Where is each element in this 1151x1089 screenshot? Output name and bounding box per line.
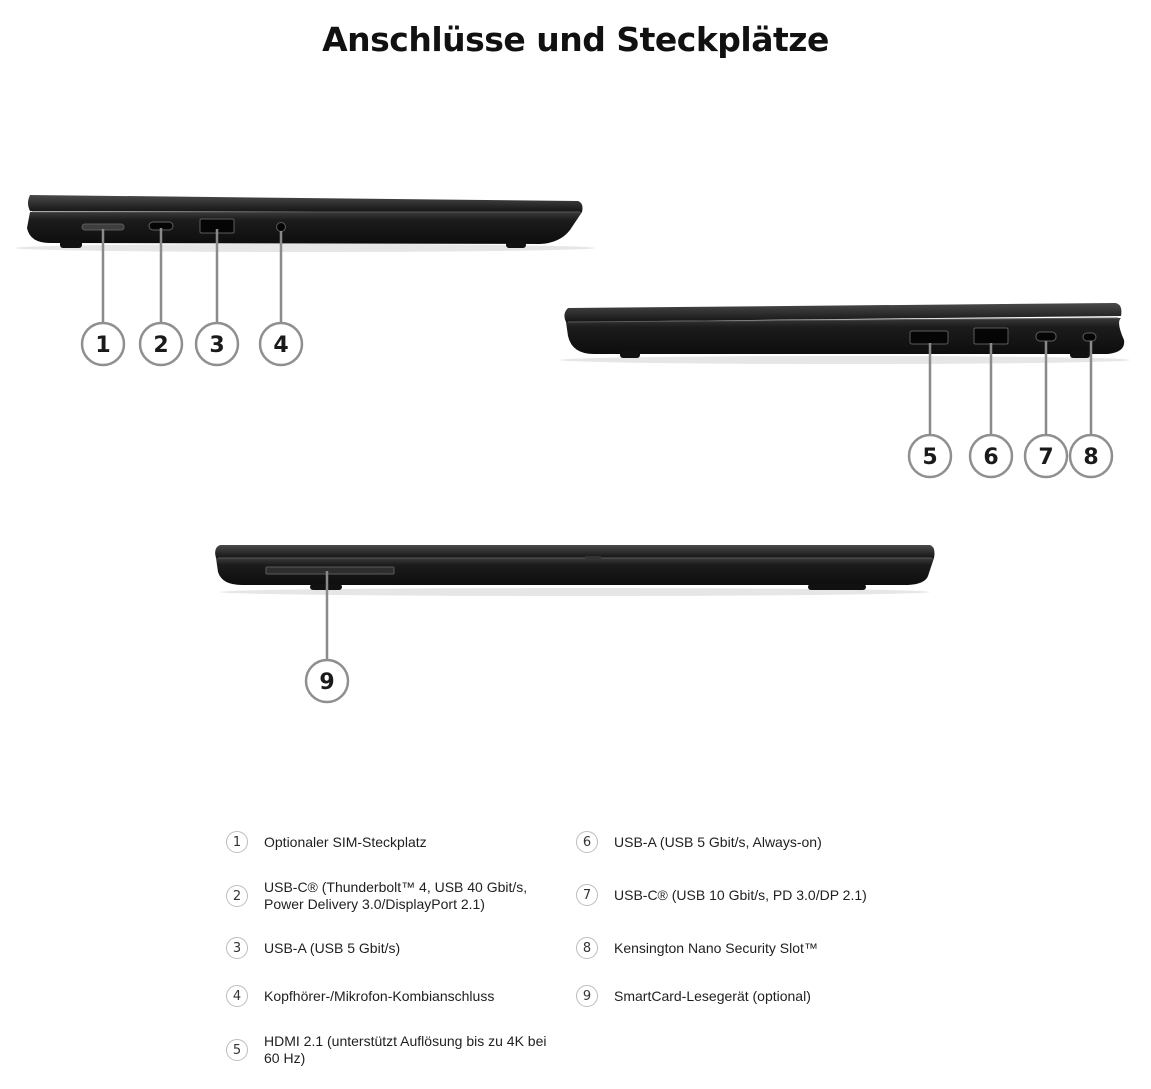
legend-label: Optionaler SIM-Steckplatz <box>264 833 427 850</box>
legend-item-5 <box>226 1033 564 1067</box>
callout-6-label: 6 <box>983 445 999 470</box>
legend-number: 8 <box>576 937 598 959</box>
legend-item-3 <box>226 937 564 959</box>
legend-number: 2 <box>226 885 248 907</box>
legend-number: 3 <box>226 937 248 959</box>
legend-item-2 <box>226 879 564 913</box>
legend-label: SmartCard-Lesegerät (optional) <box>614 987 811 1004</box>
callout-4-label: 4 <box>273 333 289 358</box>
legend-item-9 <box>576 985 914 1007</box>
legend-number: 1 <box>226 831 248 853</box>
legend-item-8 <box>576 937 914 959</box>
legend-label: USB-C® (USB 10 Gbit/s, PD 3.0/DP 2.1) <box>614 886 867 903</box>
callout-8-badge <box>1070 435 1112 477</box>
legend-number: 9 <box>576 985 598 1007</box>
legend-label: USB-C® (Thunderbolt™ 4, USB 40 Gbit/s, Power Delivery 3.0/DisplayPort 2.1) <box>264 879 528 912</box>
callout-6-badge <box>970 435 1012 477</box>
callout-1-badge <box>82 323 124 365</box>
legend-label: HDMI 2.1 (unterstützt Auflösung bis zu 4K bei 60 Hz) <box>264 1033 547 1066</box>
legend-number: 4 <box>226 985 248 1007</box>
callout-5-badge <box>909 435 951 477</box>
callout-5-label: 5 <box>922 445 938 470</box>
legend-item-1 <box>226 831 564 853</box>
laptop-right-side <box>560 303 1130 364</box>
legend-label: USB-A (USB 5 Gbit/s) <box>264 939 401 956</box>
legend-item-4 <box>226 985 564 1007</box>
page-title: Anschlüsse und Steckplätze <box>322 20 829 59</box>
legend-label: Kopfhörer-/Mikrofon-Kombianschluss <box>264 987 495 1004</box>
callout-3-badge <box>196 323 238 365</box>
legend-number: 5 <box>226 1039 248 1061</box>
legend-item-6 <box>576 831 914 853</box>
callout-2-badge <box>140 323 182 365</box>
callout-3-label: 3 <box>209 333 225 358</box>
legend-label: Kensington Nano Security Slot™ <box>614 939 818 956</box>
callout-9-badge <box>306 660 348 702</box>
callout-7-label: 7 <box>1038 445 1054 470</box>
legend-label: USB-A (USB 5 Gbit/s, Always-on) <box>614 833 822 850</box>
legend-number: 7 <box>576 884 598 906</box>
callout-1-label: 1 <box>95 333 111 358</box>
legend-number: 6 <box>576 831 598 853</box>
laptop-front <box>215 545 934 596</box>
callout-4-badge <box>260 323 302 365</box>
legend-item-7 <box>576 884 914 906</box>
callout-9-label: 9 <box>319 670 335 695</box>
callout-2-label: 2 <box>153 333 169 358</box>
callout-8-label: 8 <box>1083 445 1099 470</box>
callout-7-badge <box>1025 435 1067 477</box>
